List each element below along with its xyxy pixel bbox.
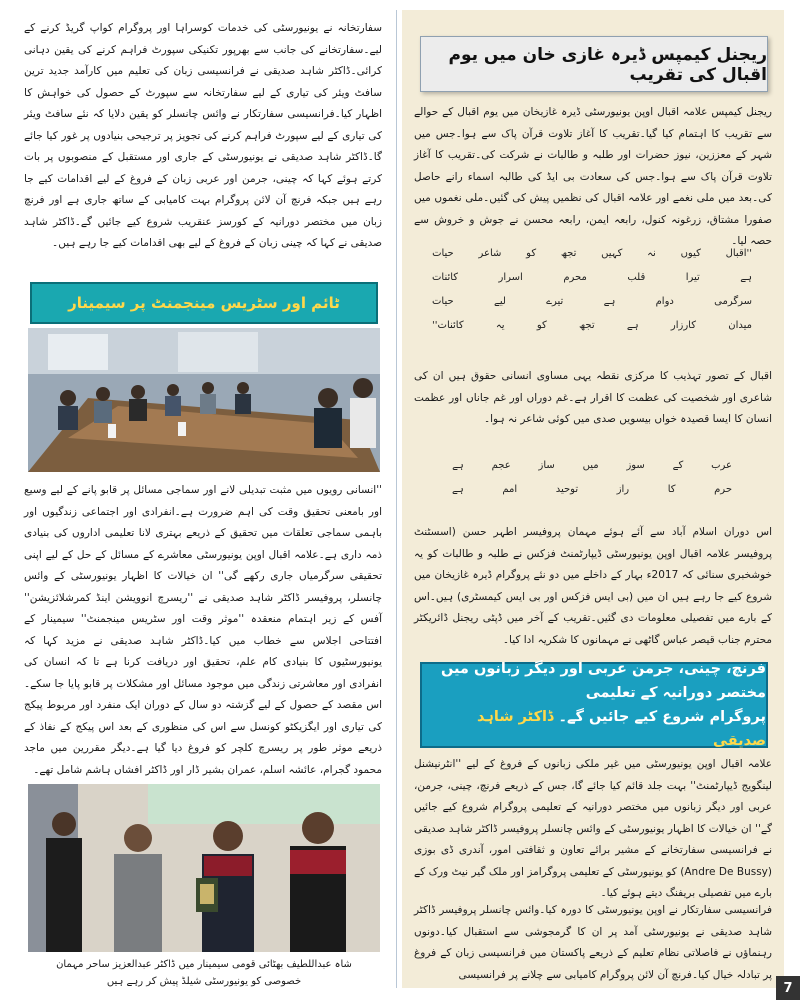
poem-word: حیات	[432, 296, 454, 307]
poem-word: کارزار	[670, 320, 696, 331]
poem-2-line-2	[452, 484, 732, 495]
poem-1-line-3	[432, 296, 752, 307]
headline-line-2	[422, 705, 766, 753]
right-paragraph-2: اقبال کے تصور تہذیب کا مرکزی نقطہ یہی مساوی انسانی حقوق ہیں ان کی شاعری اور شخصیت کی عظمت کا اقرار ہے۔غم دوراں اور غم جاناں اور عظمت انسان کا ایسا قصیدہ خواں بیسویں صدی میں کوئی شاعر نہ ہوا۔	[414, 370, 772, 425]
poem-word: سرگرمی	[714, 296, 752, 307]
seminar-banner	[30, 282, 378, 324]
iqbal-day-title-box	[420, 36, 768, 92]
poem-word: حیات	[432, 248, 454, 259]
headline-line-2-text: پروگرام شروع کیے جائیں گے۔	[558, 709, 766, 725]
shield-ceremony-photo	[28, 784, 380, 952]
poem-word: ہے	[603, 296, 616, 307]
poem-word: کو	[536, 320, 547, 331]
left-column	[18, 10, 390, 988]
iqbal-poem-1	[432, 248, 752, 344]
poem-word: کہیں	[601, 248, 623, 259]
iqbal-poem-2	[452, 460, 732, 508]
poem-word: ساز	[538, 460, 555, 471]
poem-word: نہ	[647, 248, 656, 259]
poem-word: تجھ	[560, 248, 577, 259]
poem-word: امم	[502, 484, 518, 495]
left-paragraph-2: ''انسانی رویوں میں مثبت تبدیلی لانے اور سماجی مسائل پر قابو پانے کے لیے وسیع اور بامعنی تحقیق وقت کی اہم ضرورت ہے۔انفرادی اور اجتماعی زندگیوں اور باہمی سماجی تعلقات میں تحقیق کے ذریعے بہتری لانا تعلیمی اداروں کی بنیادی ذمہ داری ہے۔علامہ اقبال اوپن یونیورسٹی معاشرے کے مسائل کے حل کے لیے اپنی تحقیقی سرگرمیاں جاری رکھے گی'' ان خیالات کا اظہار یونیورسٹی کے وائس چانسلر، پروفیسر ڈاکٹر شاہد صدیقی نے ''ریسرچ انوویشن اینڈ کمرشلائزیشن'' آفس کے زیر اہتمام منعقدہ ''موثر وقت اور سٹریس مینجمنٹ'' سیمینار کے افتتاحی اجلاس سے خطاب میں کیا۔ڈاکٹر شاہد صدیقی نے مزید کہا کہ یونیورسٹیوں کا بنیادی کام علم، تحقیق اور دریافت کرنا ہے تا کہ انسان کی انفرادی اور معاشرتی زندگی میں موجود مسائل اور مشکلات پر قابو پایا جا سکے۔اس مقصد کے حصول کے لیے گزشتہ دو سال کے دوران ایک منفرد اور مربوط پیکج کی تیاری اور ایگزیکٹو کونسل سے اس کی منظوری کے بعد اس پیکج کے نفاذ کے ذریعے موثر طور پر ریسرچ کلچر کو فروغ دیا گیا ہے۔دیگر مقررین میں ماجد محمود گجرام، عائشہ اسلم، عمران بشیر ڈار اور ڈاکٹر افشاں ہاشم شامل تھے۔	[24, 484, 382, 776]
poem-2-line-1	[452, 460, 732, 471]
right-paragraph-1: ریجنل کیمپس علامہ اقبال اوپن یونیورسٹی ڈیرہ غازیخان میں یوم اقبال کے حوالے سے تقریب کا اہتمام کیا گیا۔تقریب کا آغاز تلاوت قرآن پاک سے ہوا۔جس میں شہر کے معززین، نیوز حضرات اور طلبہ و طالبات نے شرکت کی۔تقریب کا آغاز تلاوت قرآن پاک سے ہوا۔جس کی سعادت بی ایڈ کی طالبہ اسماء رانے حاصل کی۔بعد میں ملی نغمے اور علامہ اقبال کی نظمیں پیش کی گئیں۔ملی نغموں میں صفورا مشتاق، زرغونہ کنول، رابعہ ایمن، رابعہ محسن نے جوش و خروش سے حصہ لیا۔	[414, 106, 772, 247]
seminar-photo-image	[28, 328, 380, 472]
poem-word: عرب	[711, 460, 732, 471]
right-paragraph-5: فرانسیسی سفارتکار نے اوپن یونیورسٹی کا دورہ کیا۔وائس چانسلر پروفیسر ڈاکٹر شاہد صدیقی نے یونیورسٹی آمد پر ان کا گرمجوشی سے استقبال کیا۔دونوں رہنماؤں نے فاصلاتی نظام تعلیم کے ذریعے پاکستان میں فرانسیسی زبان کے فروغ پر تبادلہ خیال کیا۔فرنچ آن لائن پروگرام کامیابی سے چلانے پر فرانسیسی	[414, 904, 772, 981]
column-divider	[396, 10, 397, 988]
headline-author: ڈاکٹر شاہد صدیقی	[477, 709, 766, 749]
poem-word: کیوں	[680, 248, 701, 259]
shield-ceremony-image	[28, 784, 380, 952]
poem-word: میں	[582, 460, 599, 471]
iqbal-day-title: ریجنل کیمپس ڈیرہ غازی خان میں یوم اقبال کی تقریب	[448, 44, 767, 85]
poem-word: راز	[616, 484, 630, 495]
poem-word: لیے	[493, 296, 506, 307]
poem-word: یہ	[495, 320, 505, 331]
poem-word: شاعر	[478, 248, 502, 259]
poem-word: کے	[672, 460, 684, 471]
right-paragraph-4: علامہ اقبال اوپن یونیورسٹی میں غیر ملکی زبانوں کے فروغ کے لیے ''انٹرنیشنل لینگویج ڈیپارٹمنٹ'' بہت جلد قائم کیا جائے گا، جس کے ذریعے فرنچ، چینی، جرمن، عربی اور دیگر زبانوں میں مختصر دورانیہ کے تعلیمی پروگرام شروع کیے جائیں گے'' ان خیالات کا اظہار یونیورسٹی کے وائس چانسلر پروفیسر ڈاکٹر شاہد صدیقی نے فرانسیسی سفارتخانے کے مشیر برائے تعاون و ثقافتی امور، آندری ڈی بوزی (Andre De Bussy) کو یونیورسٹی کے تعلیمی پروگرامز اور ملک گیر نیٹ ورک کے بارے میں تفصیلی بریفنگ دیتے ہوئے کیا۔	[414, 758, 772, 899]
poem-word: ''اقبال	[725, 248, 752, 259]
poem-word: کائنات	[432, 272, 459, 283]
poem-word: ہے	[740, 272, 752, 283]
poem-word: عجم	[491, 460, 511, 471]
poem-word: تیرا	[685, 272, 700, 283]
poem-word: اسرار	[498, 272, 523, 283]
poem-word: تجھ	[579, 320, 595, 331]
right-column	[402, 10, 784, 988]
poem-word: ہے	[626, 320, 639, 331]
poem-word: سوز	[626, 460, 645, 471]
poem-1-line-1	[432, 248, 752, 259]
poem-word: توحید	[555, 484, 579, 495]
poem-word: حرم	[714, 484, 732, 495]
poem-word: تیرے	[546, 296, 564, 307]
poem-word: دوام	[655, 296, 674, 307]
poem-word: محرم	[563, 272, 587, 283]
poem-word: کو	[526, 248, 537, 259]
left-paragraph-1: سفارتخانہ نے یونیورسٹی کی خدمات کوسراہا اور پروگرام کواپ گریڈ کرنے کے لیے۔سفارتخانے کی جانب سے بھرپور تکنیکی سپورٹ فراہم کرنے کی یقین دہانی کرائی۔ڈاکٹر شاہد صدیقی نے فرانسیسی زبان کی تعلیم میں کارآمد جدید ترین سافٹ ویئر کی تیاری کے لیے سفارتخانہ سے سپورٹ کے حصول کی خواہش کا اظہار کیا۔فرانسیسی سفارتکار نے وائس چانسلر کو یقین دلایا کہ نئے سافٹ ویئر کی تیاری کے لیے سپورٹ فراہم کرنے کی تجویز پر ترجیحی بنیادوں پر غور کیا جائے گا۔ڈاکٹر شاہد صدیقی نے یونیورسٹی کے جاری اور مستقبل کے منصوبوں پر بات کرتے ہوئے کہا کہ چینی، جرمن اور عربی زبان کے فروغ کے لیے اقدامات کیے جا رہے ہیں جبکہ فرنچ آن لائن پروگرام بہت کامیابی کے ساتھ جاری ہے اور فرنچ زبان میں مختصر دورانیہ کے کورسز عنقریب شروع کیے جائیں گے۔ڈاکٹر شاہد صدیقی نے کہا کہ چینی زبان کے فروغ کے لیے بھی اقدامات کیے جا رہے ہیں۔	[24, 22, 382, 249]
poem-word: میدان	[728, 320, 752, 331]
poem-word: قلب	[627, 272, 646, 283]
right-paragraph-3: اس دوران اسلام آباد سے آئے ہوئے مہمان پروفیسر اطہر حسن (اسسٹنٹ پروفیسر علامہ اقبال اوپن یونیورسٹی ڈیپارٹمنٹ فزکس نے طلبہ و طالبات کو یہ خوشخبری سنائی کہ 2017ء بہار کے داخلے میں دو نئے پروگرام ڈیرہ غازیخان میں شروع کیے جا رہے ہیں ان میں (بی ایس فزکس اور بی ایس کیمسٹری) ہیں۔اس کے بارے میں تفصیلی معلومات دی گئیں۔تقریب کے آخر میں ڈپٹی ریجنل ڈائریکٹر محترم جناب قیصر عباس گاٹھی نے مہمانوں کا شکریہ ادا کیا۔	[414, 526, 772, 646]
seminar-banner-title: ٹائم اور سٹریس مینجمنٹ پر سیمینار	[68, 294, 340, 312]
page-number: 7	[776, 976, 800, 1000]
seminar-photo	[28, 328, 380, 472]
poem-word: کائنات''	[432, 320, 464, 331]
language-programs-headline-box	[420, 662, 768, 748]
poem-word: کا	[667, 484, 676, 495]
poem-word: ہے	[452, 484, 464, 495]
poem-1-line-4	[432, 320, 752, 331]
poem-1-line-2	[432, 272, 752, 283]
headline-line-1: فرنچ، چینی، جرمن عربی اور دیگر زبانوں میں مختصر دورانیہ کے تعلیمی	[440, 661, 766, 701]
poem-word: ہے	[452, 460, 464, 471]
shield-photo-caption: شاہ عبداللطیف بھٹائی قومی سیمینار میں ڈاکٹر عبدالعزیز ساحر مہمان خصوصی کو یونیورسٹی شیلڈ پیش کر رہے ہیں	[56, 959, 352, 987]
